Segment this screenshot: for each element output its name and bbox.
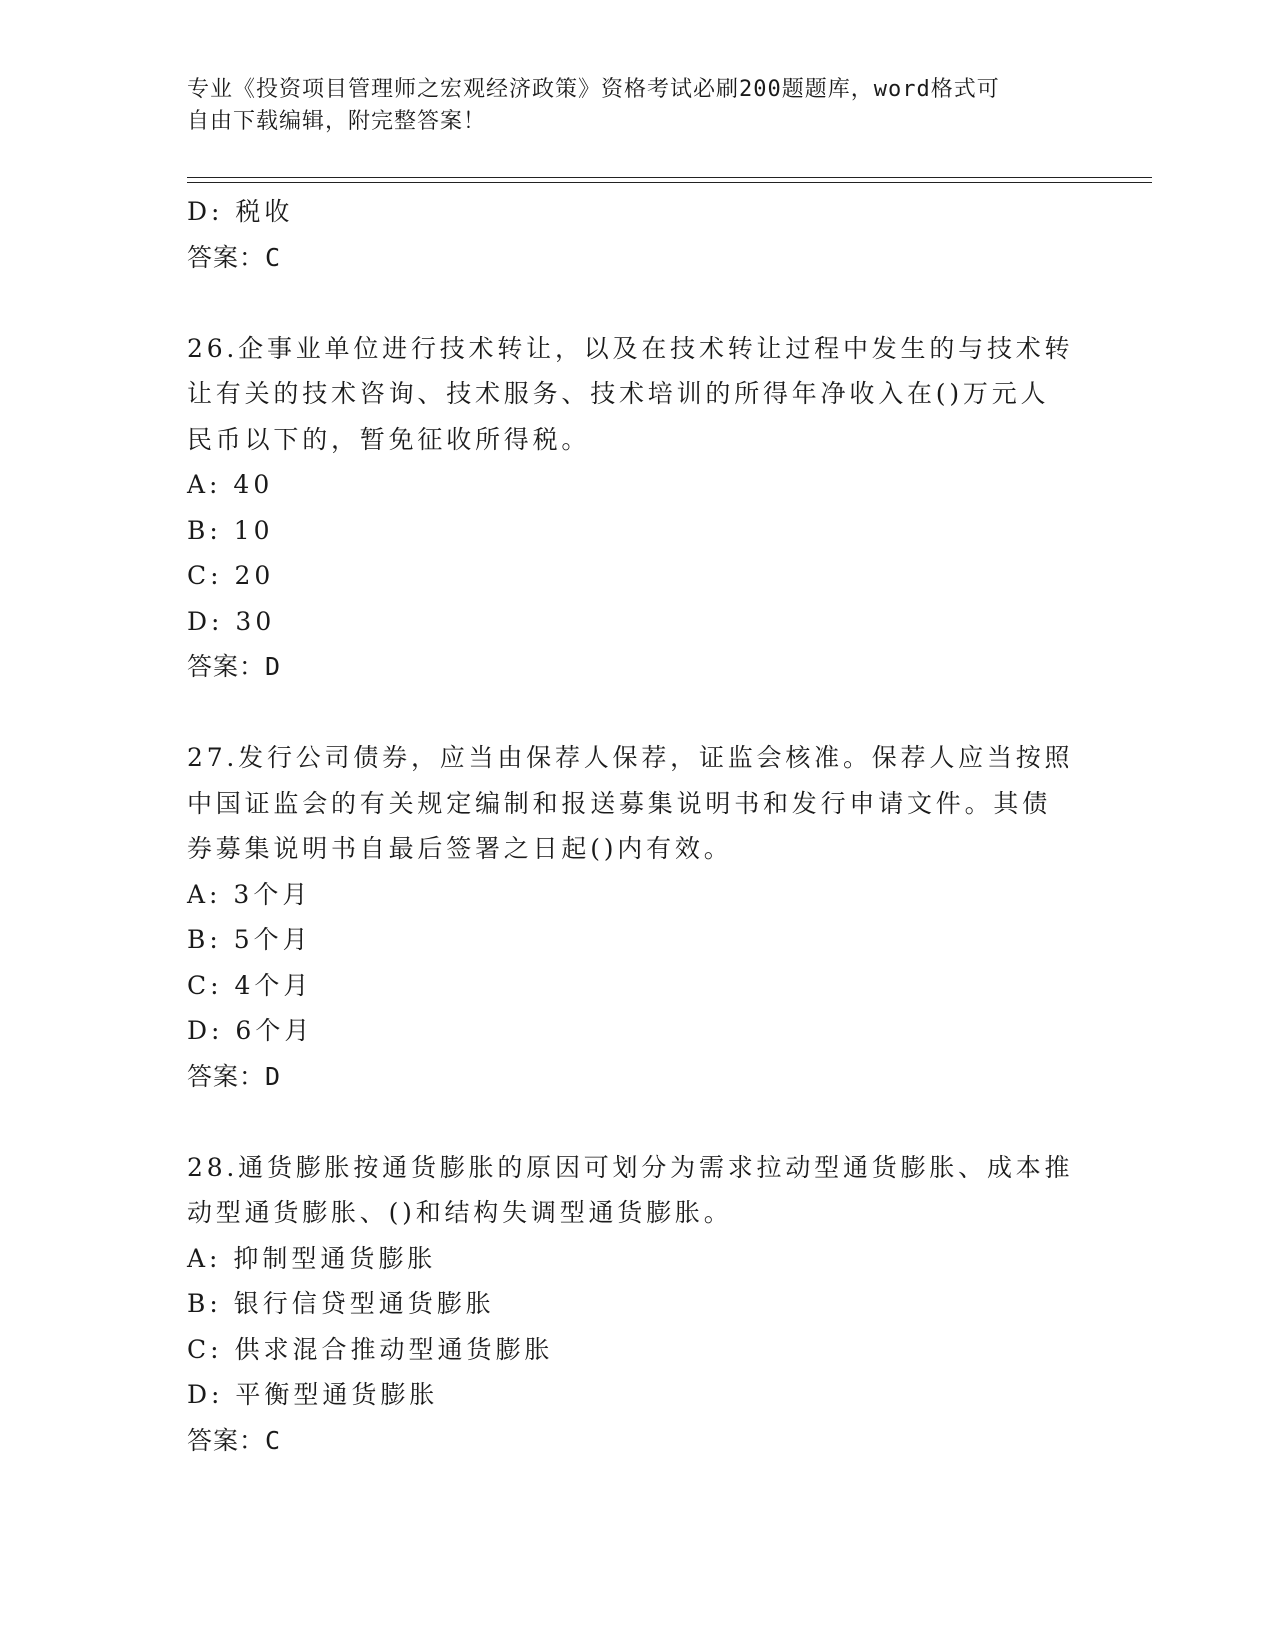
spacer xyxy=(187,1099,1067,1145)
option-d: D: 平衡型通货膨胀 xyxy=(187,1380,439,1409)
option-c: C: 20 xyxy=(187,561,275,590)
answer-line: 答案：C xyxy=(187,1425,282,1455)
spacer xyxy=(187,280,1067,326)
question-stem xyxy=(187,735,1074,872)
question-stem xyxy=(187,326,1074,463)
option-a: A: 抑制型通货膨胀 xyxy=(187,1243,437,1273)
option-b: B: 银行信贷型通货膨胀 xyxy=(187,1289,495,1318)
spacer xyxy=(187,690,1067,736)
answer-line: 答案：C xyxy=(187,242,282,272)
option-c: C: 供求混合推动型通货膨胀 xyxy=(187,1334,554,1364)
question-list xyxy=(187,189,1074,1463)
stem-line: 动型通货膨胀、()和结构失调型通货膨胀。 xyxy=(187,1198,733,1227)
option-a: A: 40 xyxy=(187,470,274,499)
header-line-1: 专业《投资项目管理师之宏观经济政策》资格考试必刷200题题库，word格式可 xyxy=(187,77,1000,102)
option-d: D: 6个月 xyxy=(187,1016,314,1045)
stem-line: 民币以下的，暂免征收所得税。 xyxy=(187,424,591,454)
option-b: B: 5个月 xyxy=(187,925,312,954)
question-28 xyxy=(187,1145,1074,1464)
answer-line: 答案：D xyxy=(187,652,282,681)
page-header xyxy=(187,74,1067,138)
option-b: B: 10 xyxy=(187,515,274,545)
question-25-tail xyxy=(187,189,1067,280)
stem-line: 券募集说明书自最后签署之日起()内有效。 xyxy=(187,834,733,863)
option-d: D: 税收 xyxy=(187,197,294,226)
stem-line: 26.企事业单位进行技术转让，以及在技术转让过程中发生的与技术转 xyxy=(187,333,1074,363)
question-stem xyxy=(187,1145,1074,1236)
option-c: C: 4个月 xyxy=(187,970,313,1000)
answer-line: 答案：D xyxy=(187,1061,282,1091)
header-line-2: 自由下载编辑，附完整答案！ xyxy=(187,109,487,134)
stem-line: 27.发行公司债券，应当由保荐人保荐，证监会核准。保荐人应当按照 xyxy=(187,743,1074,772)
option-d: D: 30 xyxy=(187,606,276,636)
question-26 xyxy=(187,326,1074,690)
stem-line: 让有关的技术咨询、技术服务、技术培训的所得年净收入在()万元人 xyxy=(187,379,1050,408)
header-divider xyxy=(187,177,1152,183)
stem-line: 中国证监会的有关规定编制和报送募集说明书和发行申请文件。其债 xyxy=(187,788,1052,818)
question-27 xyxy=(187,735,1074,1099)
option-a: A: 3个月 xyxy=(187,879,312,909)
stem-line: 28.通货膨胀按通货膨胀的原因可划分为需求拉动型通货膨胀、成本推 xyxy=(187,1152,1074,1182)
